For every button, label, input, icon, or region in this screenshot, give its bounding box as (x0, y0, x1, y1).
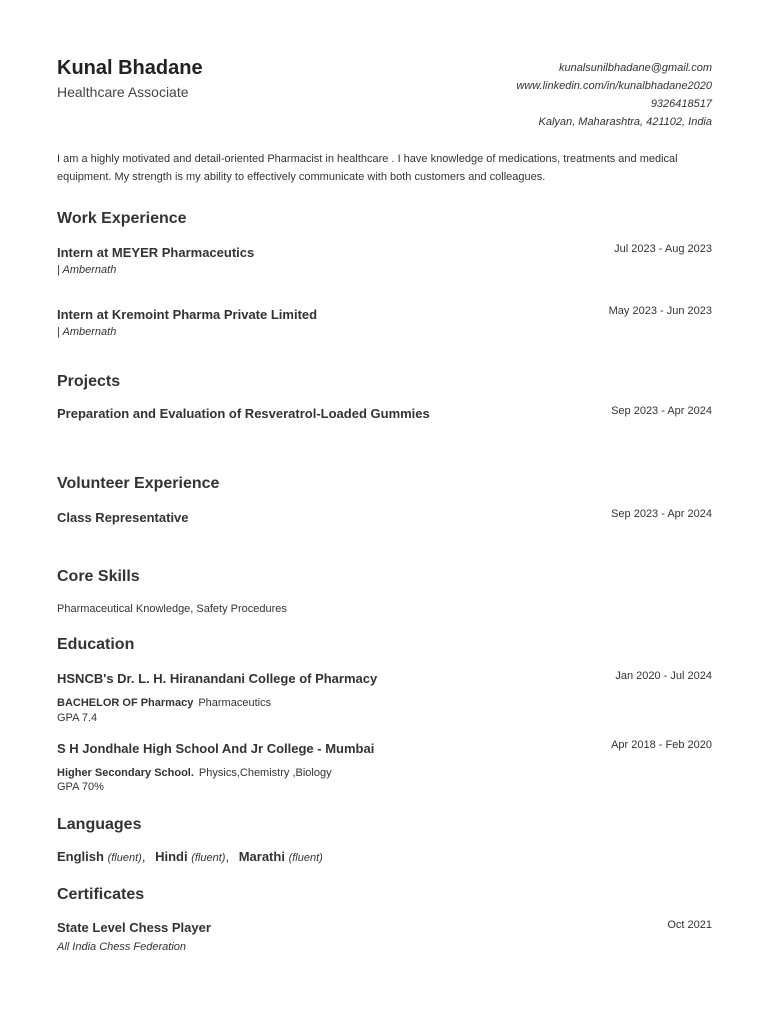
education-degree-line (57, 767, 332, 779)
summary-text: I am a highly motivated and detail-oriented Pharmacist in healthcare . I have knowledge of medications, treatments and medical equipment. My strength is my ability to effectively communicate with both customers and colleagues. (57, 153, 678, 183)
language-level: (fluent) (191, 852, 226, 864)
language-separator: , (225, 849, 230, 864)
certificate-title: State Level Chess Player (57, 920, 211, 935)
contact-linkedin[interactable]: www.linkedin.com/in/kunalbhadane2020 (516, 80, 712, 92)
education-field: Pharmaceutics (198, 697, 272, 709)
section-title-certificates: Certificates (57, 886, 145, 903)
language-name: English (57, 849, 104, 864)
section-title-volunteer: Volunteer Experience (57, 475, 220, 492)
work-entry-title: Intern at MEYER Pharmaceutics (57, 245, 255, 260)
section-title-skills: Core Skills (57, 568, 140, 585)
section-title-education: Education (57, 636, 135, 653)
work-entry-title: Intern at Kremoint Pharma Private Limited (57, 307, 318, 322)
contact-phone[interactable]: 9326418517 (650, 98, 712, 110)
language-level: (fluent) (107, 852, 142, 864)
contact-block (516, 59, 712, 131)
education-school: HSNCB's Dr. L. H. Hiranandani College of Pharmacy (57, 671, 378, 686)
language-name: Hindi (155, 849, 188, 864)
contact-email[interactable]: kunalsunilbhadane@gmail.com (558, 62, 712, 74)
language-name: Marathi (238, 849, 285, 864)
project-entry-title: Preparation and Evaluation of Resveratrol-Loaded Gummies (57, 406, 430, 421)
certificate-issuer: All India Chess Federation (57, 941, 187, 953)
language-separator: , (141, 849, 146, 864)
volunteer-entry-title: Class Representative (57, 510, 189, 525)
education-school: S H Jondhale High School And Jr College - Mumbai (57, 741, 375, 756)
education-degree: Higher Secondary School. (57, 767, 194, 779)
languages-list (57, 849, 323, 864)
candidate-name: Kunal Bhadane (57, 57, 203, 79)
education-gpa: GPA 70% (57, 781, 104, 793)
education-dates: Apr 2018 - Feb 2020 (611, 739, 712, 751)
candidate-role: Healthcare Associate (57, 84, 189, 100)
education-dates: Jan 2020 - Jul 2024 (615, 670, 712, 682)
education-field: Physics,Chemistry ,Biology (198, 767, 332, 779)
contact-location: Kalyan, Maharashtra, 421102, India (538, 116, 712, 128)
work-entry-dates: Jul 2023 - Aug 2023 (614, 243, 712, 255)
education-degree-line (57, 697, 271, 709)
education-degree: BACHELOR OF Pharmacy (57, 697, 194, 709)
skills-list: Pharmaceutical Knowledge, Safety Procedures (57, 603, 287, 615)
education-gpa: GPA 7.4 (57, 712, 98, 724)
section-title-work: Work Experience (57, 210, 187, 227)
work-entry-dates: May 2023 - Jun 2023 (608, 305, 712, 317)
work-entry-location: | Ambernath (57, 264, 117, 276)
language-level: (fluent) (288, 852, 323, 864)
section-title-projects: Projects (57, 373, 121, 390)
project-entry-dates: Sep 2023 - Apr 2024 (611, 405, 712, 417)
certificate-date: Oct 2021 (667, 919, 712, 931)
volunteer-entry-dates: Sep 2023 - Apr 2024 (611, 508, 712, 520)
section-title-languages: Languages (57, 816, 142, 833)
work-entry-location: | Ambernath (57, 326, 117, 338)
